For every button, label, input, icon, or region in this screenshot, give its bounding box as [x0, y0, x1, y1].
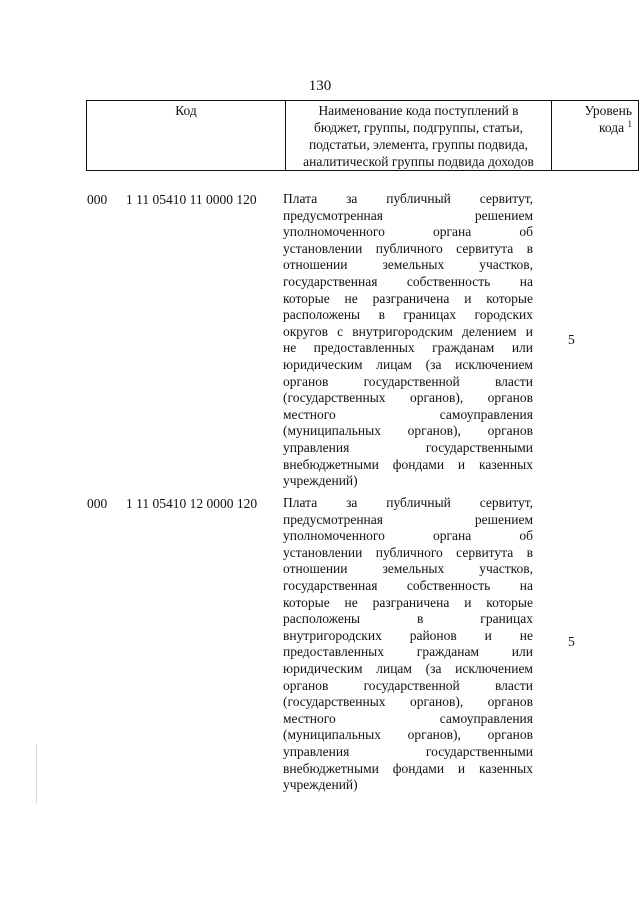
description-line: [283, 324, 533, 341]
description-word: в: [378, 307, 385, 323]
description-word: и: [484, 627, 492, 643]
page-number: 130: [308, 78, 332, 94]
header-level-text: кода: [599, 120, 625, 135]
admin-code: 000: [87, 192, 108, 207]
description-line: [283, 761, 533, 778]
description-word: предусмотренная: [283, 207, 383, 223]
description-word: предоставленных: [283, 644, 384, 660]
description-word: которые: [486, 290, 533, 306]
description-word: публичный: [386, 495, 451, 510]
description-word: районов: [409, 627, 457, 643]
description-word: управления: [283, 743, 350, 759]
description-word: казенных: [479, 456, 533, 472]
description-word: государственная: [283, 577, 378, 593]
description-line: [283, 711, 533, 728]
header-level-cell: [552, 101, 639, 171]
description-line: [283, 191, 533, 208]
description-word: лицам: [376, 660, 412, 676]
description-word: органов: [283, 677, 329, 693]
description-line: [283, 644, 533, 661]
table-header: [86, 100, 639, 171]
description-word: в: [417, 611, 424, 627]
description-word: фондами: [392, 456, 445, 472]
description-word: городских: [474, 307, 533, 323]
description-word: государственными: [425, 743, 533, 759]
description-word: не: [344, 290, 358, 306]
description-word: Плата: [283, 191, 318, 206]
description-word: органов: [487, 727, 533, 743]
description-word: предоставленных: [313, 340, 415, 356]
description-line: [283, 694, 533, 711]
description-word: (муниципальных: [283, 423, 381, 439]
description-word: сервитута: [456, 544, 514, 560]
description-word: управления: [283, 439, 350, 455]
description-word: установлении: [283, 240, 363, 256]
description-line: [283, 561, 533, 578]
description-word: делением: [462, 323, 517, 339]
description-word: предусмотренная: [283, 511, 383, 527]
description-word: земельных: [382, 561, 445, 577]
description-word: гражданам: [416, 644, 480, 660]
description-word: лицам: [376, 356, 412, 372]
row-description: [283, 191, 533, 490]
description-word: разграничена: [372, 594, 450, 610]
description-word: органов: [487, 694, 533, 710]
admin-code: 000: [87, 496, 108, 511]
description-word: решением: [474, 207, 533, 223]
budget-code: 1 11 05410 11 0000 120: [126, 192, 257, 207]
description-word: и: [464, 290, 472, 306]
description-word: органов: [487, 423, 533, 439]
description-word: юридическим: [283, 660, 363, 676]
description-line: [283, 628, 533, 645]
description-word: (за: [425, 660, 442, 676]
description-word: и: [464, 594, 472, 610]
description-word: не: [283, 340, 297, 356]
description-line: [283, 340, 533, 357]
description-word: на: [519, 273, 533, 289]
description-word: на: [519, 577, 533, 593]
description-word: отношении: [283, 257, 348, 273]
description-word: отношении: [283, 561, 348, 577]
description-line: [283, 307, 533, 324]
description-line: [283, 777, 533, 794]
description-line: [283, 661, 533, 678]
description-word: гражданам: [432, 340, 495, 356]
description-word: органа: [433, 528, 472, 544]
description-word: собственность: [406, 577, 491, 593]
description-word: (за: [425, 356, 442, 372]
description-word: с: [337, 323, 344, 339]
description-word: расположены: [283, 611, 361, 627]
description-word: и: [457, 456, 466, 472]
description-word: самоуправления: [439, 710, 533, 726]
description-word: сервитут,: [479, 191, 533, 206]
description-word: в: [526, 544, 533, 560]
description-word: участков,: [479, 561, 533, 577]
description-word: границах: [480, 611, 533, 627]
description-word: участков,: [479, 257, 533, 273]
description-line: [283, 208, 533, 225]
description-word: органов),: [409, 390, 464, 406]
description-word: фондами: [392, 760, 445, 776]
description-word: границах: [403, 307, 457, 323]
description-line: [283, 611, 533, 628]
description-word: которые: [283, 594, 330, 610]
header-code-cell: [87, 101, 286, 171]
header-name-cell: [286, 101, 552, 171]
description-word: внебюджетными: [283, 456, 379, 472]
description-word: земельных: [382, 257, 445, 273]
description-word: власти: [494, 373, 533, 389]
description-word: расположены: [283, 307, 361, 323]
description-word: внутригородским: [352, 323, 453, 339]
description-line: [283, 224, 533, 241]
description-word: государственными: [425, 439, 533, 455]
description-word: сервитута: [456, 240, 514, 256]
description-word: округов: [283, 323, 328, 339]
header-name-line: бюджет, группы, подгруппы, статьи,: [314, 120, 523, 135]
description-word: уполномоченного: [283, 224, 385, 240]
description-word: сервитут,: [479, 495, 533, 510]
description-line: [283, 744, 533, 761]
row-description: [283, 495, 533, 794]
description-line: [283, 374, 533, 391]
description-line: [283, 495, 533, 512]
description-word: власти: [494, 677, 533, 693]
description-word: учреждений): [283, 473, 358, 489]
description-word: органов: [283, 373, 329, 389]
description-line: [283, 390, 533, 407]
description-word: местного: [283, 710, 336, 726]
description-word: органов: [487, 390, 533, 406]
description-word: внутригородских: [283, 627, 382, 643]
description-word: органов),: [409, 694, 464, 710]
description-line: [283, 357, 533, 374]
description-word: (муниципальных: [283, 727, 381, 743]
header-level-line: [556, 119, 632, 136]
description-word: государственная: [283, 273, 378, 289]
scan-margin-mark: [36, 744, 37, 804]
description-word: местного: [283, 406, 336, 422]
header-name-line: аналитической группы подвида доходов: [303, 154, 534, 169]
description-line: [283, 241, 533, 258]
description-word: и: [457, 760, 466, 776]
description-line: [283, 473, 533, 490]
description-word: установлении: [283, 544, 363, 560]
description-word: за: [346, 495, 358, 510]
description-line: [283, 512, 533, 529]
description-word: (государственных: [283, 694, 386, 710]
header-name-line: Наименование кода поступлений в: [318, 103, 519, 118]
description-line: [283, 423, 533, 440]
description-line: [283, 440, 533, 457]
description-word: (государственных: [283, 390, 386, 406]
description-word: в: [526, 240, 533, 256]
description-word: органов),: [407, 727, 461, 743]
description-word: которые: [283, 290, 330, 306]
description-line: [283, 291, 533, 308]
description-word: не: [519, 627, 533, 643]
description-line: [283, 545, 533, 562]
description-word: исключением: [455, 356, 533, 372]
description-word: решением: [474, 511, 533, 527]
description-word: государственной: [363, 677, 460, 693]
description-line: [283, 257, 533, 274]
description-word: не: [344, 594, 358, 610]
description-word: самоуправления: [439, 406, 533, 422]
description-word: собственность: [406, 273, 491, 289]
level-value: 5: [568, 332, 575, 347]
description-word: органов),: [407, 423, 461, 439]
description-word: уполномоченного: [283, 528, 385, 544]
description-word: органа: [433, 224, 472, 240]
level-value: 5: [568, 634, 575, 649]
description-line: [283, 528, 533, 545]
description-word: об: [519, 224, 533, 240]
description-word: и: [525, 323, 533, 339]
description-word: публичный: [386, 191, 451, 206]
budget-code: 1 11 05410 12 0000 120: [126, 496, 258, 511]
header-level-line: Уровень: [584, 103, 632, 118]
description-line: [283, 274, 533, 291]
description-line: [283, 678, 533, 695]
description-line: [283, 578, 533, 595]
description-word: за: [346, 191, 358, 206]
footnote-marker: 1: [627, 119, 632, 129]
description-line: [283, 457, 533, 474]
description-line: [283, 407, 533, 424]
description-word: об: [519, 528, 533, 544]
description-word: публичного: [375, 544, 443, 560]
description-word: которые: [486, 594, 533, 610]
description-word: разграничена: [372, 290, 450, 306]
description-word: внебюджетными: [283, 760, 379, 776]
description-word: исключением: [455, 660, 533, 676]
description-line: [283, 595, 533, 612]
description-word: публичного: [375, 240, 443, 256]
description-word: юридическим: [283, 356, 363, 372]
description-word: казенных: [479, 760, 533, 776]
description-word: учреждений): [283, 777, 358, 793]
header-name-line: подстатьи, элемента, группы подвида,: [308, 137, 529, 152]
description-word: или: [511, 340, 533, 356]
description-word: государственной: [363, 373, 460, 389]
description-word: или: [511, 644, 533, 660]
description-line: [283, 727, 533, 744]
header-code-label: Код: [175, 103, 197, 118]
description-word: Плата: [283, 495, 318, 510]
